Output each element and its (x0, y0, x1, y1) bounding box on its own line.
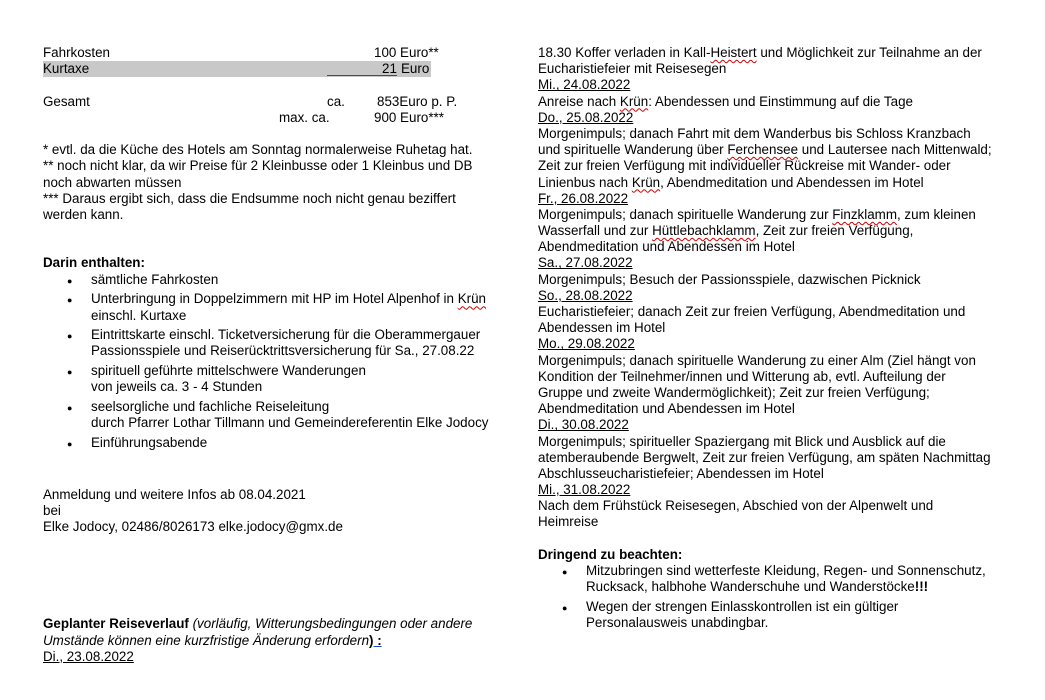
note-line: ** noch nicht klar, da wir Preise für 2 Kleinbusse oder 1 Kleinbus und DB (43, 158, 473, 174)
itinerary-line: Gruppe und zweite Wandermöglichkeit); Zeit zur freien Verfügung; (538, 384, 930, 400)
included-list (43, 272, 513, 451)
date-label: Di., 30.08.2022 (538, 417, 629, 433)
important-list (538, 563, 1018, 631)
itinerary-line: Abschlusseucharistiefeier; Abendessen im Hotel (538, 465, 824, 481)
itinerary-line: Morgenimpuls; danach Fahrt mit dem Wanderbus bis Schloss Kranzbach (538, 125, 971, 141)
itinerary-line: Morgenimpuls; spiritueller Spaziergang mit Blick und Ausblick auf die (538, 433, 946, 449)
cost-label: Gesamt (43, 93, 90, 109)
itinerary-line: Anreise nach Krün: Abendessen und Einstimmung auf die Tage (538, 93, 913, 109)
itinerary-line: Wasserfall und zur Hüttlebachklamm, Zeit zur freien Verfügung, (538, 223, 914, 239)
itinerary-line: Abendmeditation und Abendessen im Hotel (538, 401, 795, 417)
itinerary-heading-cont: Umstände können eine kurzfristige Änderung erfordern) : (43, 632, 382, 648)
cost-value: 853Euro p. P. (377, 93, 458, 109)
important-heading: Dringend zu beachten: (538, 546, 683, 562)
cost-prefix: ca. (327, 93, 345, 109)
list-item: ● Mitzubringen sind wetterfeste Kleidung, Regen- und Sonnenschutz, Rucksack, halbhohe Wanderschuhe und Wanderstöcke!!! (538, 563, 1018, 595)
note-line: * evtl. da die Küche des Hotels am Sonntag normalerweise Ruhetag hat. (43, 142, 473, 158)
date-label: Mi., 31.08.2022 (538, 482, 631, 498)
itinerary-line: Nach dem Frühstück Reisesegen, Abschied von der Alpenwelt und (538, 498, 934, 514)
itinerary-line: Heimreise (538, 514, 599, 530)
note-line: noch abwarten müssen (43, 174, 182, 190)
date-label: Sa., 27.08.2022 (538, 255, 633, 271)
cost-prefix: max. ca. (279, 109, 330, 125)
cost-value: 21 (382, 61, 397, 77)
itinerary-line: 18.30 Koffer verladen in Kall-Heistert und Möglichkeit zur Teilnahme an der (538, 45, 982, 60)
contact-line: Anmeldung und weitere Infos ab 08.04.2021 (43, 486, 306, 502)
date-label: Do., 25.08.2022 (538, 109, 634, 125)
itinerary-line: Eucharistiefeier mit Reisesegen (538, 61, 727, 77)
cost-row-gesamt (43, 94, 513, 110)
itinerary-line: Zeit zur freien Verfügung mit individueller Rückreise mit Wander- oder (538, 158, 951, 174)
date-label: So., 28.08.2022 (538, 287, 633, 303)
list-item: ● Wegen der strengen Einlasskontrollen ist ein gültiger Personalausweis unabdingbar. (538, 599, 1018, 631)
itinerary-line: Linienbus nach Krün, Abendmeditation und Abendessen im Hotel (538, 174, 924, 190)
itinerary-line: Morgenimpuls; danach spirituelle Wanderung zur Finzklamm, zum kleinen (538, 206, 976, 222)
cost-unit: Euro (401, 61, 430, 77)
date-label: Fr., 26.08.2022 (538, 190, 629, 206)
itinerary-heading: Geplanter Reiseverlauf (vorläufig, Witterungsbedingungen oder andere (43, 616, 473, 632)
list-item: ● seelsorgliche und fachliche Reiseleitung durch Pfarrer Lothar Tillmann und Gemeindereferentin Elke Jodocy (43, 399, 513, 431)
left-column (43, 45, 513, 665)
itinerary-line: Abendmeditation und Abendessen im Hotel (538, 239, 795, 255)
right-column (538, 45, 1018, 635)
date-label: Mo., 29.08.2022 (538, 336, 635, 352)
date-label: Mi., 24.08.2022 (538, 77, 631, 93)
itinerary-line: Abendessen im Hotel (538, 320, 666, 336)
date-label: Di., 23.08.2022 (43, 648, 134, 664)
cost-label: Fahrkosten (43, 45, 110, 60)
list-item: ● spirituell geführte mittelschwere Wanderungen von jeweils ca. 3 - 4 Stunden (43, 363, 513, 395)
list-item: ● Unterbringung in Doppelzimmern mit HP im Hotel Alpenhof in Krün einschl. Kurtaxe (43, 291, 513, 323)
note-line: *** Daraus ergibt sich, dass die Endsumme noch nicht genau beziffert (43, 190, 456, 206)
itinerary-line: und spirituelle Wanderung über Ferchensee und Lautersee nach Mittenwald; (538, 142, 992, 158)
itinerary-line: Eucharistiefeier; danach Zeit zur freien Verfügung, Abendmeditation und (538, 304, 966, 319)
contact-line: Elke Jodocy, 02486/8026173 elke.jodocy@gmx.de (43, 519, 343, 535)
list-item: ● Eintrittskarte einschl. Ticketversicherung für die Oberammergauer Passionsspiele und Reiserücktrittsversicherung für Sa., 27.08.22 (43, 327, 513, 359)
note-line: werden kann. (43, 206, 124, 222)
itinerary-line: atemberaubende Bergwelt, Zeit zur freien Verfügung, am späten Nachmittag (538, 449, 991, 465)
cost-row-max (43, 110, 513, 126)
cost-label: Kurtaxe (43, 61, 90, 77)
cost-value: 900 Euro*** (374, 109, 444, 125)
itinerary-line: Kondition der Teilnehmer/innen und Witterung ab, evtl. Aufteilung der (538, 368, 946, 384)
list-item: ● sämtliche Fahrkosten (43, 272, 513, 288)
list-item: ● Einführungsabende (43, 435, 513, 451)
cost-value: 100 Euro** (374, 45, 439, 60)
cost-row-fahrkosten (43, 45, 513, 61)
included-heading: Darin enthalten: (43, 255, 145, 271)
cost-row-kurtaxe (43, 61, 431, 77)
itinerary-line: Morgenimpuls; Besuch der Passionsspiele, dazwischen Picknick (538, 271, 921, 287)
itinerary-line: Morgenimpuls; danach spirituelle Wanderung zu einer Alm (Ziel hängt von (538, 352, 976, 368)
contact-line: bei (43, 503, 61, 519)
